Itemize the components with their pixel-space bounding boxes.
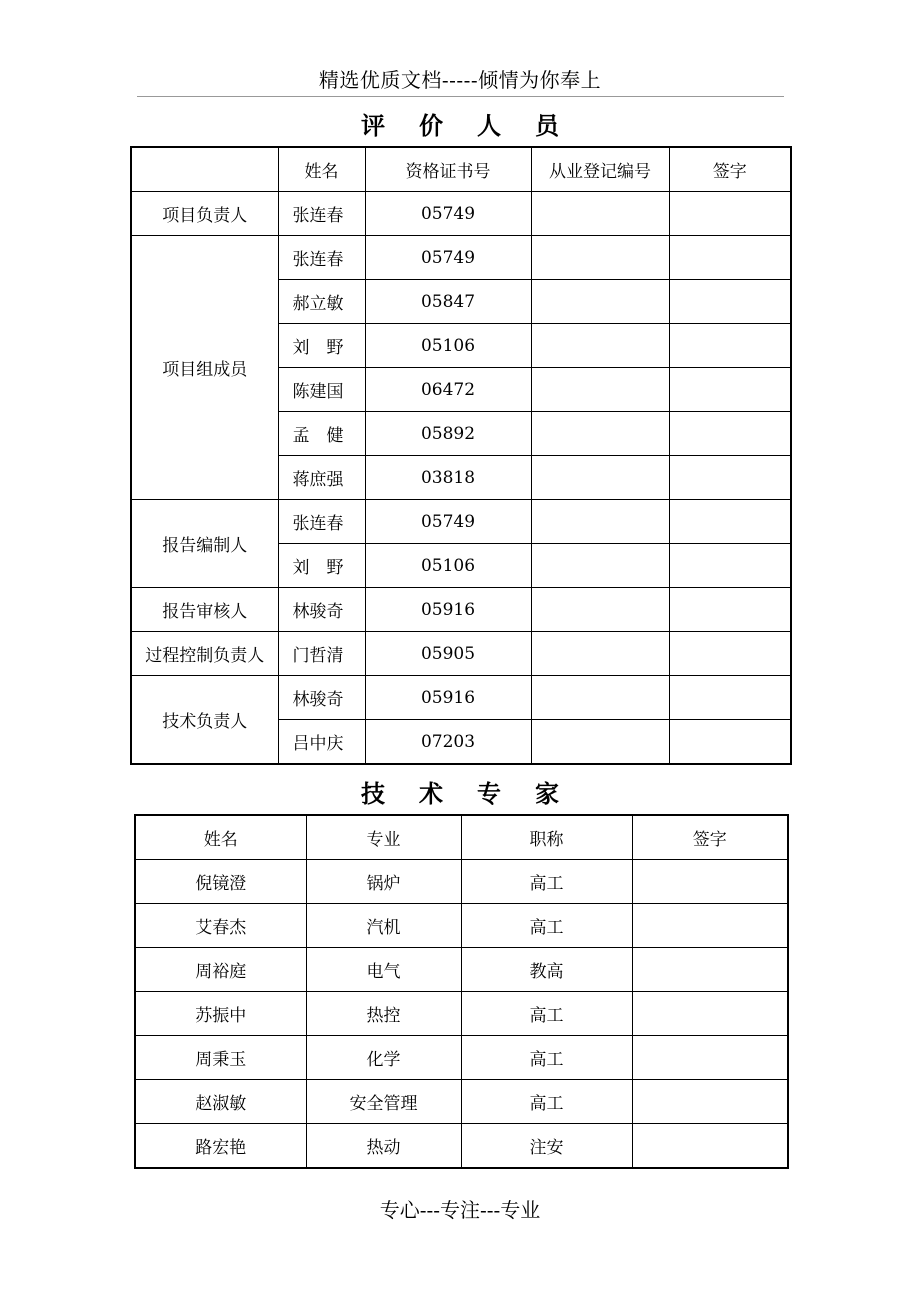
title-char: 员	[535, 112, 559, 140]
staff-name-cell: 张连春	[278, 500, 365, 544]
staff-role-cell: 项目组成员	[131, 236, 278, 500]
staff-section-title	[0, 106, 920, 141]
expert-major-cell: 电气	[306, 948, 461, 992]
expert-header-row	[135, 815, 788, 860]
staff-name-cell: 孟 健	[278, 412, 365, 456]
staff-row	[131, 676, 791, 720]
staff-header-row	[131, 147, 791, 192]
staff-column-header	[131, 147, 278, 192]
expert-table	[134, 814, 789, 1169]
staff-cert-cell: 03818	[365, 456, 531, 500]
staff-sign-cell	[669, 676, 791, 720]
expert-major-cell: 热动	[306, 1124, 461, 1169]
expert-name-cell: 苏振中	[135, 992, 306, 1036]
staff-sign-cell	[669, 500, 791, 544]
expert-sign-cell	[632, 948, 788, 992]
title-char: 价	[419, 112, 443, 140]
expert-title-cell: 高工	[461, 860, 632, 904]
staff-role-cell: 项目负责人	[131, 192, 278, 236]
expert-column-header: 签字	[632, 815, 788, 860]
page-header: 精选优质文档-----倾情为你奉上	[318, 68, 602, 92]
staff-name-cell: 门哲清	[278, 632, 365, 676]
staff-cert-cell: 05749	[365, 192, 531, 236]
staff-table	[130, 146, 792, 765]
staff-sign-cell	[669, 368, 791, 412]
expert-major-cell: 汽机	[306, 904, 461, 948]
staff-reg-cell	[531, 456, 669, 500]
staff-cert-cell: 05106	[365, 544, 531, 588]
expert-row	[135, 904, 788, 948]
staff-reg-cell	[531, 236, 669, 280]
title-char: 人	[477, 112, 501, 140]
expert-sign-cell	[632, 904, 788, 948]
expert-major-cell: 热控	[306, 992, 461, 1036]
page-footer: 专心---专注---专业	[379, 1198, 541, 1222]
expert-sign-cell	[632, 1080, 788, 1124]
staff-name-cell: 郝立敏	[278, 280, 365, 324]
expert-title-cell: 高工	[461, 1036, 632, 1080]
expert-sign-cell	[632, 1124, 788, 1169]
staff-role-cell: 技术负责人	[131, 676, 278, 765]
staff-row	[131, 632, 791, 676]
staff-column-header: 姓名	[278, 147, 365, 192]
staff-reg-cell	[531, 720, 669, 765]
staff-reg-cell	[531, 324, 669, 368]
expert-sign-cell	[632, 992, 788, 1036]
expert-row	[135, 1124, 788, 1169]
staff-cert-cell: 07203	[365, 720, 531, 765]
staff-reg-cell	[531, 500, 669, 544]
expert-column-header: 姓名	[135, 815, 306, 860]
staff-reg-cell	[531, 676, 669, 720]
staff-name-cell: 林骏奇	[278, 676, 365, 720]
staff-name-cell: 林骏奇	[278, 588, 365, 632]
expert-sign-cell	[632, 860, 788, 904]
staff-reg-cell	[531, 544, 669, 588]
staff-cert-cell: 05749	[365, 500, 531, 544]
staff-reg-cell	[531, 192, 669, 236]
expert-name-cell: 赵淑敏	[135, 1080, 306, 1124]
staff-sign-cell	[669, 280, 791, 324]
staff-cert-cell: 05847	[365, 280, 531, 324]
staff-cert-cell: 05749	[365, 236, 531, 280]
title-char: 评	[361, 112, 385, 140]
staff-reg-cell	[531, 412, 669, 456]
expert-title-cell: 高工	[461, 904, 632, 948]
staff-sign-cell	[669, 324, 791, 368]
expert-title-cell: 教高	[461, 948, 632, 992]
staff-cert-cell: 05892	[365, 412, 531, 456]
title-char: 术	[419, 780, 443, 808]
staff-row	[131, 236, 791, 280]
staff-reg-cell	[531, 588, 669, 632]
title-char: 专	[477, 780, 501, 808]
staff-row	[131, 588, 791, 632]
staff-sign-cell	[669, 632, 791, 676]
staff-cert-cell: 05916	[365, 676, 531, 720]
staff-role-cell: 过程控制负责人	[131, 632, 278, 676]
staff-name-cell: 陈建国	[278, 368, 365, 412]
expert-section-title	[0, 774, 920, 809]
title-char: 技	[361, 780, 385, 808]
expert-major-cell: 化学	[306, 1036, 461, 1080]
staff-sign-cell	[669, 236, 791, 280]
expert-title-cell: 注安	[461, 1124, 632, 1169]
staff-role-cell: 报告审核人	[131, 588, 278, 632]
staff-sign-cell	[669, 720, 791, 765]
expert-name-cell: 周裕庭	[135, 948, 306, 992]
staff-sign-cell	[669, 456, 791, 500]
expert-major-cell: 锅炉	[306, 860, 461, 904]
staff-cert-cell: 05106	[365, 324, 531, 368]
staff-name-cell: 刘 野	[278, 544, 365, 588]
staff-reg-cell	[531, 280, 669, 324]
expert-name-cell: 倪镜澄	[135, 860, 306, 904]
staff-reg-cell	[531, 632, 669, 676]
expert-row	[135, 1080, 788, 1124]
header-divider	[137, 96, 784, 97]
expert-column-header: 职称	[461, 815, 632, 860]
staff-column-header: 从业登记编号	[531, 147, 669, 192]
staff-name-cell: 刘 野	[278, 324, 365, 368]
expert-name-cell: 艾春杰	[135, 904, 306, 948]
expert-row	[135, 992, 788, 1036]
staff-role-cell: 报告编制人	[131, 500, 278, 588]
staff-name-cell: 吕中庆	[278, 720, 365, 765]
expert-column-header: 专业	[306, 815, 461, 860]
expert-name-cell: 路宏艳	[135, 1124, 306, 1169]
staff-cert-cell: 05916	[365, 588, 531, 632]
staff-name-cell: 张连春	[278, 192, 365, 236]
expert-title-cell: 高工	[461, 992, 632, 1036]
expert-name-cell: 周秉玉	[135, 1036, 306, 1080]
staff-sign-cell	[669, 544, 791, 588]
staff-row	[131, 192, 791, 236]
expert-major-cell: 安全管理	[306, 1080, 461, 1124]
staff-sign-cell	[669, 192, 791, 236]
expert-title-cell: 高工	[461, 1080, 632, 1124]
expert-row	[135, 948, 788, 992]
expert-row	[135, 860, 788, 904]
staff-name-cell: 张连春	[278, 236, 365, 280]
staff-cert-cell: 05905	[365, 632, 531, 676]
staff-column-header: 资格证书号	[365, 147, 531, 192]
expert-row	[135, 1036, 788, 1080]
staff-cert-cell: 06472	[365, 368, 531, 412]
title-char: 家	[535, 780, 559, 808]
staff-reg-cell	[531, 368, 669, 412]
staff-name-cell: 蒋庶强	[278, 456, 365, 500]
staff-sign-cell	[669, 412, 791, 456]
staff-sign-cell	[669, 588, 791, 632]
staff-column-header: 签字	[669, 147, 791, 192]
staff-row	[131, 500, 791, 544]
expert-sign-cell	[632, 1036, 788, 1080]
